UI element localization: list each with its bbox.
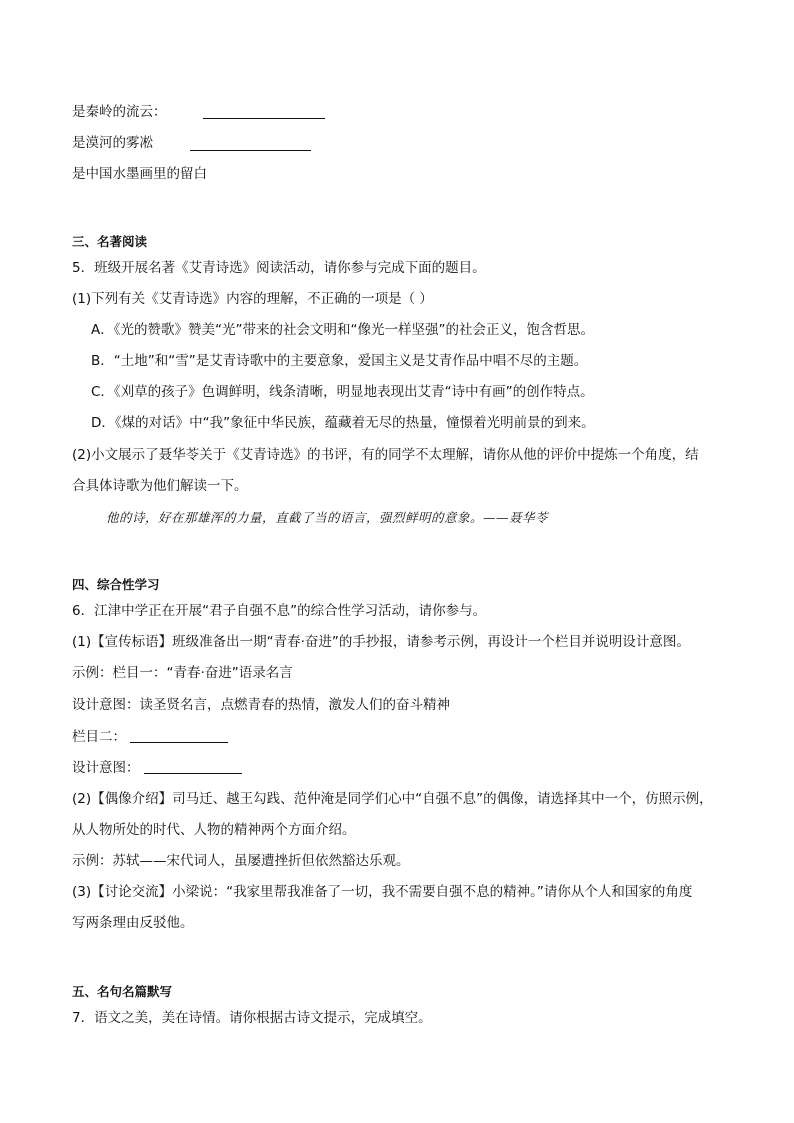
answer-blank-2[interactable] — [190, 150, 311, 151]
section-heading-recitation: 五、名句名篇默写 — [72, 984, 173, 999]
question-5-part-2-line-2: 合具体诗歌为他们解读一下。 — [72, 478, 248, 494]
option-a: A．《光的赞歌》赞美“光”带来的社会文明和“像光一样坚强”的社会正义，饱含哲思。 — [91, 322, 594, 338]
section-heading-comprehensive: 四、综合性学习 — [72, 577, 160, 592]
question-7: 7．语文之美，美在诗情。请你根据古诗文提示，完成填空。 — [72, 1010, 432, 1026]
section-heading-reading: 三、名著阅读 — [72, 234, 148, 249]
column-2-label: 栏目二： — [72, 729, 126, 745]
question-6-part-1: (1)【宣传标语】班级准备出一期“青春·奋进”的手抄报，请参考示例，再设计一个栏目并说明设计意图。 — [72, 634, 690, 650]
answer-blank-1[interactable] — [203, 118, 325, 119]
question-6-part-3-line-1: (3)【讨论交流】小梁说：“我家里帮我准备了一切，我不需要自强不息的精神。”请你从个人和国家的角度 — [72, 884, 693, 900]
poem-line-1: 是秦岭的流云： — [72, 104, 167, 120]
example-intent-1: 设计意图：读圣贤名言，点燃青春的热情，激发人们的奋斗精神 — [72, 697, 450, 713]
example-idol: 示例：苏轼——宋代词人，虽屡遭挫折但依然豁达乐观。 — [72, 853, 410, 869]
question-5-part-1: (1)下列有关《艾青诗选》内容的理解，不正确的一项是（ ） — [72, 291, 433, 307]
question-6-part-2-line-1: (2)【偶像介绍】司马迁、越王勾践、范仲淹是同学们心中“自强不息”的偶像，请选择其中一个，仿照示例， — [72, 791, 713, 807]
question-5-part-2-line-1: (2)小文展示了聂华苓关于《艾青诗选》的书评，有的同学不太理解，请你从他的评价中提炼一个角度，结 — [72, 447, 699, 463]
poem-line-2: 是漠河的雾凇 — [72, 135, 153, 151]
question-6-part-2-line-2: 从人物所处的时代、人物的精神两个方面介绍。 — [72, 822, 356, 838]
question-5: 5．班级开展名著《艾青诗选》阅读活动，请你参与完成下面的题目。 — [72, 260, 486, 276]
option-d: D．《煤的对话》中“我”象征中华民族，蕴藏着无尽的热量，憧憬着光明前景的到来。 — [91, 415, 595, 431]
option-b: B．“土地”和“雪”是艾青诗歌中的主要意象，爱国主义是艾青作品中唱不尽的主题。 — [91, 353, 588, 369]
poem-line-3: 是中国水墨画里的留白 — [72, 166, 207, 182]
intent-2-label: 设计意图： — [72, 760, 140, 776]
option-c: C．《刈草的孩子》色调鲜明，线条清晰，明显地表现出艾青“诗中有画”的创作特点。 — [91, 384, 594, 400]
question-6: 6．江津中学正在开展“君子自强不息”的综合性学习活动，请你参与。 — [72, 603, 487, 619]
column-2-blank[interactable] — [130, 742, 228, 743]
book-review-quote: 他的诗，好在那雄浑的力量，直截了当的语言，强烈鲜明的意象。——聂华苓 — [106, 510, 549, 525]
intent-2-blank[interactable] — [144, 773, 242, 774]
example-column-1: 示例：栏目一：“青春·奋进”语录名言 — [72, 665, 293, 681]
question-6-part-3-line-2: 写两条理由反驳他。 — [72, 915, 194, 931]
